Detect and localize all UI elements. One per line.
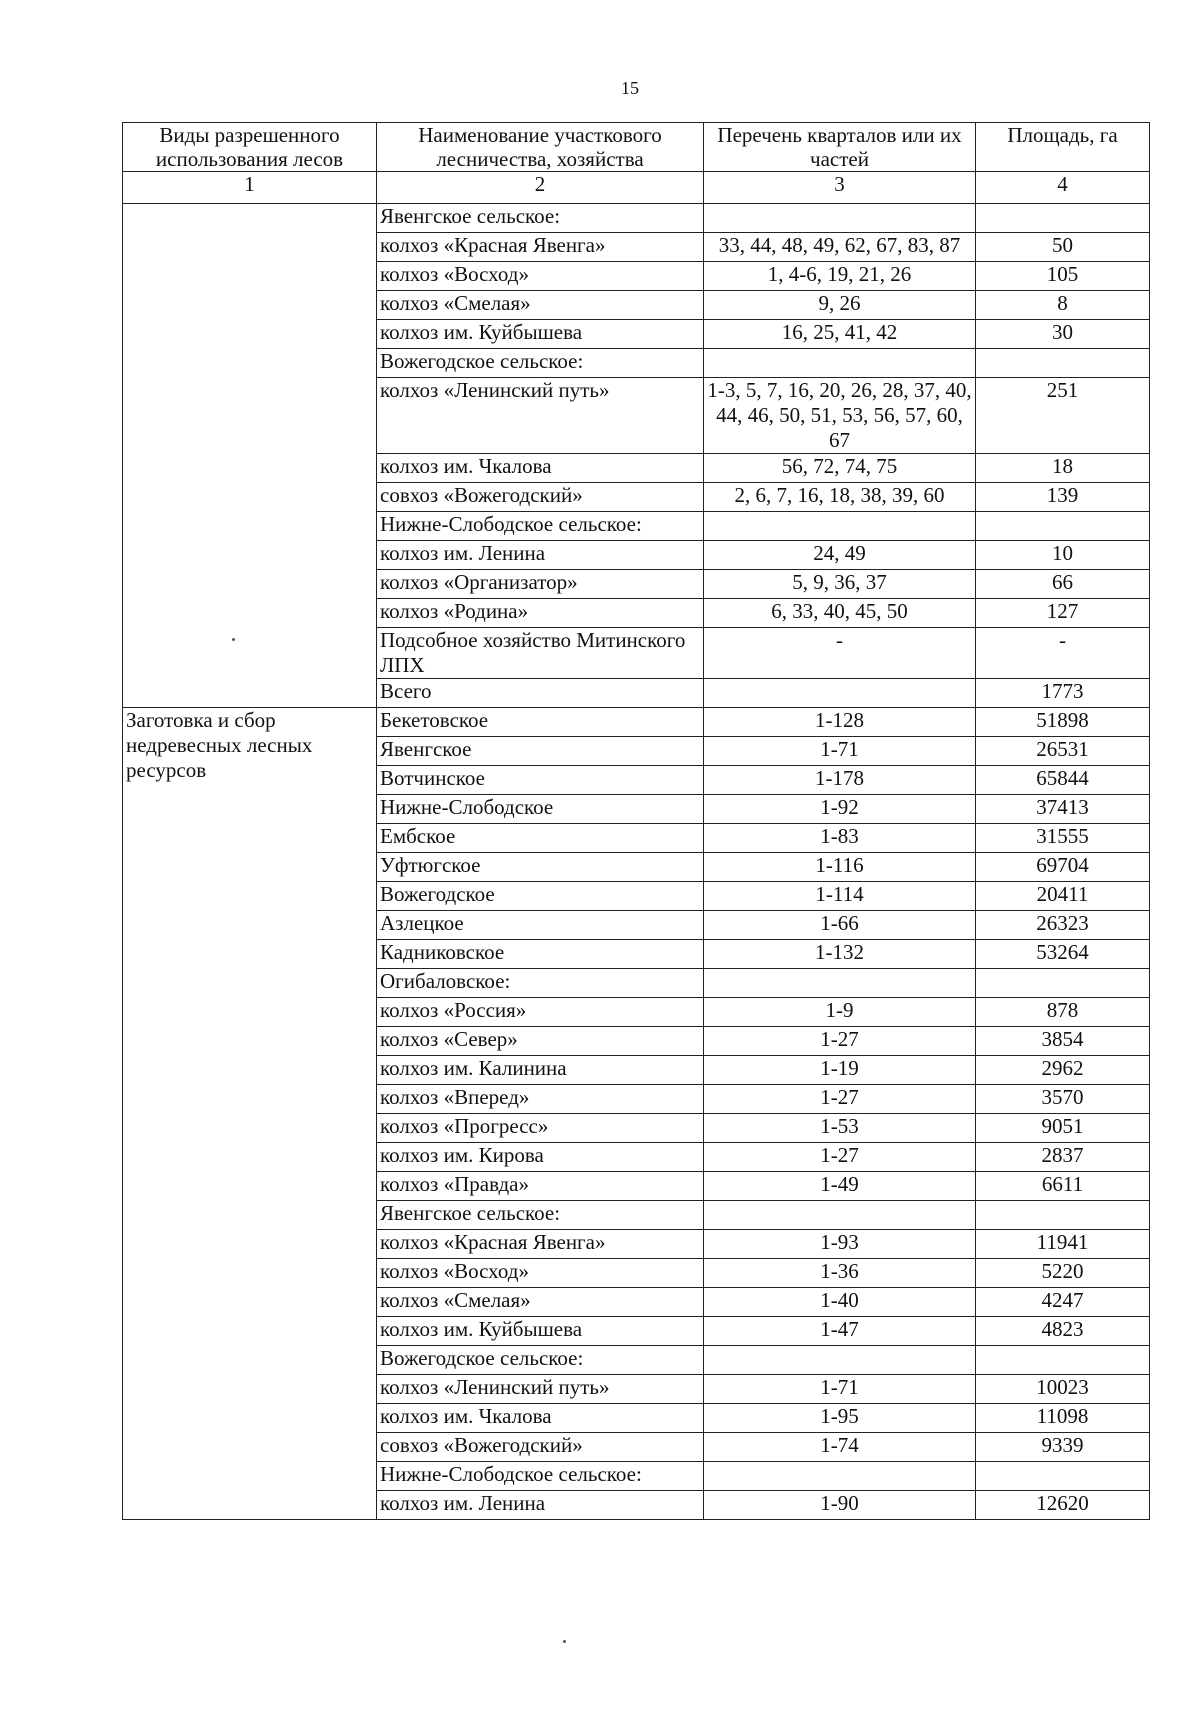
quarters-list: 5, 9, 36, 37 <box>704 570 976 599</box>
forestry-name: Явенгское сельское: <box>377 204 704 233</box>
area-ha: 30 <box>976 320 1150 349</box>
quarters-list: 1-95 <box>704 1404 976 1433</box>
forestry-name: колхоз «Родина» <box>377 599 704 628</box>
forestry-name: колхоз «Прогресс» <box>377 1114 704 1143</box>
quarters-list: 2, 6, 7, 16, 18, 38, 39, 60 <box>704 483 976 512</box>
forestry-name: совхоз «Вожегодский» <box>377 483 704 512</box>
area-ha: 2962 <box>976 1056 1150 1085</box>
area-ha: 12620 <box>976 1491 1150 1520</box>
forestry-name: колхоз «Восход» <box>377 262 704 291</box>
forestry-name: колхоз им. Чкалова <box>377 454 704 483</box>
quarters-list: 1-83 <box>704 824 976 853</box>
area-ha: 5220 <box>976 1259 1150 1288</box>
quarters-list: 1-19 <box>704 1056 976 1085</box>
forestry-name: Вотчинское <box>377 766 704 795</box>
area-ha: 31555 <box>976 824 1150 853</box>
table-row <box>123 708 1150 737</box>
area-ha <box>976 1346 1150 1375</box>
forestry-name: Нижне-Слободское сельское: <box>377 1462 704 1491</box>
quarters-list: 1-66 <box>704 911 976 940</box>
forestry-name: колхоз им. Куйбышева <box>377 1317 704 1346</box>
quarters-list: 1-114 <box>704 882 976 911</box>
area-ha: 139 <box>976 483 1150 512</box>
header-col3: Перечень кварталов или их частей <box>704 123 976 172</box>
forestry-name: колхоз «Восход» <box>377 1259 704 1288</box>
col-number-2: 2 <box>377 172 704 204</box>
quarters-list: 9, 26 <box>704 291 976 320</box>
quarters-list <box>704 1346 976 1375</box>
area-ha: 9051 <box>976 1114 1150 1143</box>
forestry-name: колхоз им. Ленина <box>377 541 704 570</box>
quarters-list: 1-3, 5, 7, 16, 20, 26, 28, 37, 40, 44, 46, 50, 51, 53, 56, 57, 60, 67 <box>704 378 976 454</box>
column-number-row <box>123 172 1150 204</box>
area-ha: 53264 <box>976 940 1150 969</box>
area-ha <box>976 204 1150 233</box>
forestry-name: Кадниковское <box>377 940 704 969</box>
col-number-1: 1 <box>123 172 377 204</box>
forestry-name: Явенгское сельское: <box>377 1201 704 1230</box>
area-ha: 251 <box>976 378 1150 454</box>
quarters-list: 1-178 <box>704 766 976 795</box>
table-body <box>123 123 1150 1520</box>
quarters-list <box>704 1201 976 1230</box>
area-ha: 127 <box>976 599 1150 628</box>
quarters-list <box>704 349 976 378</box>
area-ha: 50 <box>976 233 1150 262</box>
quarters-list: 1-9 <box>704 998 976 1027</box>
quarters-list: 1-40 <box>704 1288 976 1317</box>
forestry-name: Бекетовское <box>377 708 704 737</box>
header-col4: Площадь, га <box>976 123 1150 172</box>
area-ha: 66 <box>976 570 1150 599</box>
scan-speck <box>563 1640 566 1643</box>
quarters-list: 1-27 <box>704 1143 976 1172</box>
quarters-list: 16, 25, 41, 42 <box>704 320 976 349</box>
page-number: 15 <box>621 78 639 98</box>
quarters-list: 1-27 <box>704 1085 976 1114</box>
area-ha: 69704 <box>976 853 1150 882</box>
area-ha: 10 <box>976 541 1150 570</box>
quarters-list: 1-90 <box>704 1491 976 1520</box>
forestry-name: Явенгское <box>377 737 704 766</box>
area-ha <box>976 512 1150 541</box>
forestry-name: Подсобное хозяйство Митинского ЛПХ <box>377 628 704 679</box>
forest-use-table <box>122 122 1150 1520</box>
quarters-list <box>704 204 976 233</box>
forestry-name: колхоз «Ленинский путь» <box>377 378 704 454</box>
area-ha: 105 <box>976 262 1150 291</box>
area-ha: 3570 <box>976 1085 1150 1114</box>
quarters-list: 1-53 <box>704 1114 976 1143</box>
quarters-list <box>704 512 976 541</box>
header-row <box>123 123 1150 172</box>
area-ha: 18 <box>976 454 1150 483</box>
area-ha: 4823 <box>976 1317 1150 1346</box>
forestry-name: колхоз «Смелая» <box>377 1288 704 1317</box>
forestry-name: Вожегодское <box>377 882 704 911</box>
forestry-name: колхоз «Ленинский путь» <box>377 1375 704 1404</box>
col-number-4: 4 <box>976 172 1150 204</box>
quarters-list: 1-128 <box>704 708 976 737</box>
header-col2: Наименование участкового лесничества, хозяйства <box>377 123 704 172</box>
area-ha: 20411 <box>976 882 1150 911</box>
quarters-list: 1-93 <box>704 1230 976 1259</box>
quarters-list: 24, 49 <box>704 541 976 570</box>
quarters-list: 33, 44, 48, 49, 62, 67, 83, 87 <box>704 233 976 262</box>
forestry-name: колхоз «Россия» <box>377 998 704 1027</box>
quarters-list: 1-132 <box>704 940 976 969</box>
area-ha: 6611 <box>976 1172 1150 1201</box>
forestry-name: Огибаловское: <box>377 969 704 998</box>
scan-speck <box>232 638 235 641</box>
header-col1: Виды разрешенного использования лесов <box>123 123 377 172</box>
quarters-list: 1, 4-6, 19, 21, 26 <box>704 262 976 291</box>
area-ha <box>976 349 1150 378</box>
forestry-name: Всего <box>377 679 704 708</box>
forestry-name: Вожегодское сельское: <box>377 1346 704 1375</box>
quarters-list: 1-92 <box>704 795 976 824</box>
quarters-list: 1-116 <box>704 853 976 882</box>
area-ha: - <box>976 628 1150 679</box>
forestry-name: колхоз им. Калинина <box>377 1056 704 1085</box>
forestry-name: колхоз «Смелая» <box>377 291 704 320</box>
col-number-3: 3 <box>704 172 976 204</box>
forestry-name: Вожегодское сельское: <box>377 349 704 378</box>
quarters-list: 1-71 <box>704 1375 976 1404</box>
quarters-list: 1-74 <box>704 1433 976 1462</box>
area-ha: 10023 <box>976 1375 1150 1404</box>
area-ha: 26531 <box>976 737 1150 766</box>
area-ha: 878 <box>976 998 1150 1027</box>
area-ha <box>976 1462 1150 1491</box>
quarters-list: - <box>704 628 976 679</box>
forestry-name: колхоз «Правда» <box>377 1172 704 1201</box>
quarters-list <box>704 969 976 998</box>
area-ha: 51898 <box>976 708 1150 737</box>
category-cell <box>123 204 377 708</box>
area-ha: 1773 <box>976 679 1150 708</box>
area-ha <box>976 1201 1150 1230</box>
forestry-name: колхоз «Красная Явенга» <box>377 233 704 262</box>
quarters-list <box>704 679 976 708</box>
forestry-name: Нижне-Слободское сельское: <box>377 512 704 541</box>
table-row <box>123 204 1150 233</box>
forestry-name: Азлецкое <box>377 911 704 940</box>
area-ha: 8 <box>976 291 1150 320</box>
area-ha <box>976 969 1150 998</box>
area-ha: 65844 <box>976 766 1150 795</box>
quarters-list: 1-27 <box>704 1027 976 1056</box>
quarters-list: 1-36 <box>704 1259 976 1288</box>
quarters-list: 1-49 <box>704 1172 976 1201</box>
category-cell: Заготовка и сбор недревесных лесных ресурсов <box>123 708 377 1520</box>
area-ha: 26323 <box>976 911 1150 940</box>
forestry-name: колхоз им. Ленина <box>377 1491 704 1520</box>
quarters-list <box>704 1462 976 1491</box>
quarters-list: 1-71 <box>704 737 976 766</box>
forestry-name: колхоз им. Куйбышева <box>377 320 704 349</box>
forestry-name: колхоз «Красная Явенга» <box>377 1230 704 1259</box>
area-ha: 2837 <box>976 1143 1150 1172</box>
area-ha: 37413 <box>976 795 1150 824</box>
forestry-name: Уфтюгское <box>377 853 704 882</box>
quarters-list: 1-47 <box>704 1317 976 1346</box>
quarters-list: 6, 33, 40, 45, 50 <box>704 599 976 628</box>
forestry-name: Ембское <box>377 824 704 853</box>
area-ha: 3854 <box>976 1027 1150 1056</box>
area-ha: 9339 <box>976 1433 1150 1462</box>
area-ha: 11098 <box>976 1404 1150 1433</box>
forestry-name: колхоз им. Чкалова <box>377 1404 704 1433</box>
forestry-name: колхоз им. Кирова <box>377 1143 704 1172</box>
forestry-name: колхоз «Вперед» <box>377 1085 704 1114</box>
forestry-name: совхоз «Вожегодский» <box>377 1433 704 1462</box>
quarters-list: 56, 72, 74, 75 <box>704 454 976 483</box>
forestry-name: Нижне-Слободское <box>377 795 704 824</box>
area-ha: 4247 <box>976 1288 1150 1317</box>
area-ha: 11941 <box>976 1230 1150 1259</box>
forestry-name: колхоз «Север» <box>377 1027 704 1056</box>
forestry-name: колхоз «Организатор» <box>377 570 704 599</box>
